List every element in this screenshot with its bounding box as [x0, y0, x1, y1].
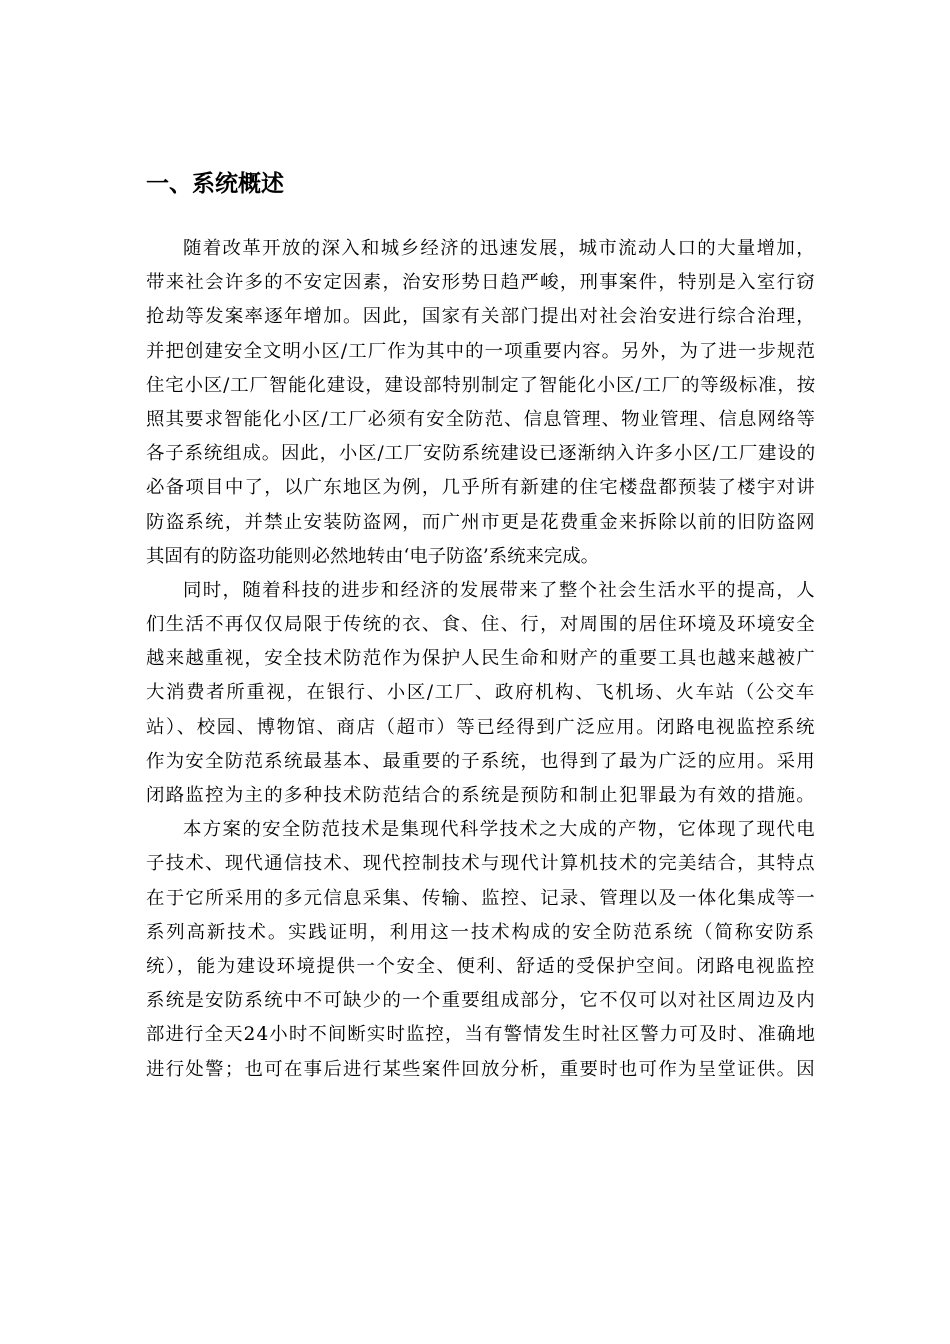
- paragraph-line: 并把创建安全文明小区/工厂作为其中的一项重要内容。另外，为了进一步规范: [146, 340, 816, 362]
- paragraph-line: 大消费者所重视，在银行、小区/工厂、政府机构、飞机场、火车站（公交车: [146, 682, 816, 704]
- paragraph-line: 防盗系统，并禁止安装防盗网，而广州市更是花费重金来拆除以前的旧防盗网: [146, 511, 816, 533]
- paragraph-line: 越来越重视，安全技术防范作为保护人民生命和财产的重要工具也越来越被广: [146, 648, 816, 670]
- paragraph-line: 系统是安防系统中不可缺少的一个重要组成部分，它不仅可以对社区周边及内: [146, 990, 816, 1012]
- paragraph-line: 统），能为建设环境提供一个安全、便利、舒适的受保护空间。闭路电视监控: [146, 955, 816, 977]
- paragraph-line: 作为安全防范系统最基本、最重要的子系统，也得到了最为广泛的应用。采用: [146, 750, 816, 772]
- paragraph-line: 各子系统组成。因此，小区/工厂安防系统建设已逐渐纳入许多小区/工厂建设的: [146, 443, 816, 465]
- paragraph-line: 本方案的安全防范技术是集现代科学技术之大成的产物，它体现了现代电: [183, 819, 816, 841]
- paragraph-line: 进行处警；也可在事后进行某些案件回放分析，重要时也可作为呈堂证供。因: [146, 1058, 816, 1080]
- paragraph-line: 部进行全天24小时不间断实时监控，当有警情发生时社区警力可及时、准确地: [146, 1024, 816, 1046]
- paragraph-line: 其固有的防盗功能则必然地转由‘电子防盗’系统来完成。: [146, 545, 600, 567]
- paragraph-line: 抢劫等发案率逐年增加。因此，国家有关部门提出对社会治安进行综合治理，: [146, 306, 816, 328]
- body-text: [146, 232, 816, 1087]
- paragraph-line: 住宅小区/工厂智能化建设，建设部特别制定了智能化小区/工厂的等级标准，按: [146, 374, 816, 396]
- paragraph-1: [146, 232, 816, 574]
- paragraph-line: 闭路监控为主的多种技术防范结合的系统是预防和制止犯罪最为有效的措施。: [146, 785, 816, 806]
- paragraph-line: 在于它所采用的多元信息采集、传输、监控、记录、管理以及一体化集成等一: [146, 887, 816, 909]
- paragraph-line: 必备项目中了，以广东地区为例，几乎所有新建的住宅楼盘都预装了楼宇对讲: [146, 477, 816, 499]
- paragraph-line: 们生活不再仅仅局限于传统的衣、食、住、行，对周围的居住环境及环境安全: [146, 614, 816, 636]
- paragraph-3: [146, 813, 816, 1087]
- paragraph-line: 站）、校园、博物馆、商店（超市）等已经得到广泛应用。闭路电视监控系统: [146, 716, 816, 738]
- paragraph-line: 同时，随着科技的进步和经济的发展带来了整个社会生活水平的提高，人: [183, 579, 816, 601]
- section-heading: 一、系统概述: [146, 171, 284, 197]
- paragraph-2: [146, 574, 816, 813]
- paragraph-line: 系列高新技术。实践证明，利用这一技术构成的安全防范系统（简称安防系: [146, 921, 816, 943]
- paragraph-line: 带来社会许多的不安定因素，治安形势日趋严峻，刑事案件，特别是入室行窃: [146, 272, 816, 294]
- paragraph-line: 随着改革开放的深入和城乡经济的迅速发展，城市流动人口的大量增加，: [183, 238, 816, 259]
- paragraph-line: 子技术、现代通信技术、现代控制技术与现代计算机技术的完美结合，其特点: [146, 853, 816, 875]
- paragraph-line: 照其要求智能化小区/工厂必须有安全防范、信息管理、物业管理、信息网络等: [146, 408, 816, 430]
